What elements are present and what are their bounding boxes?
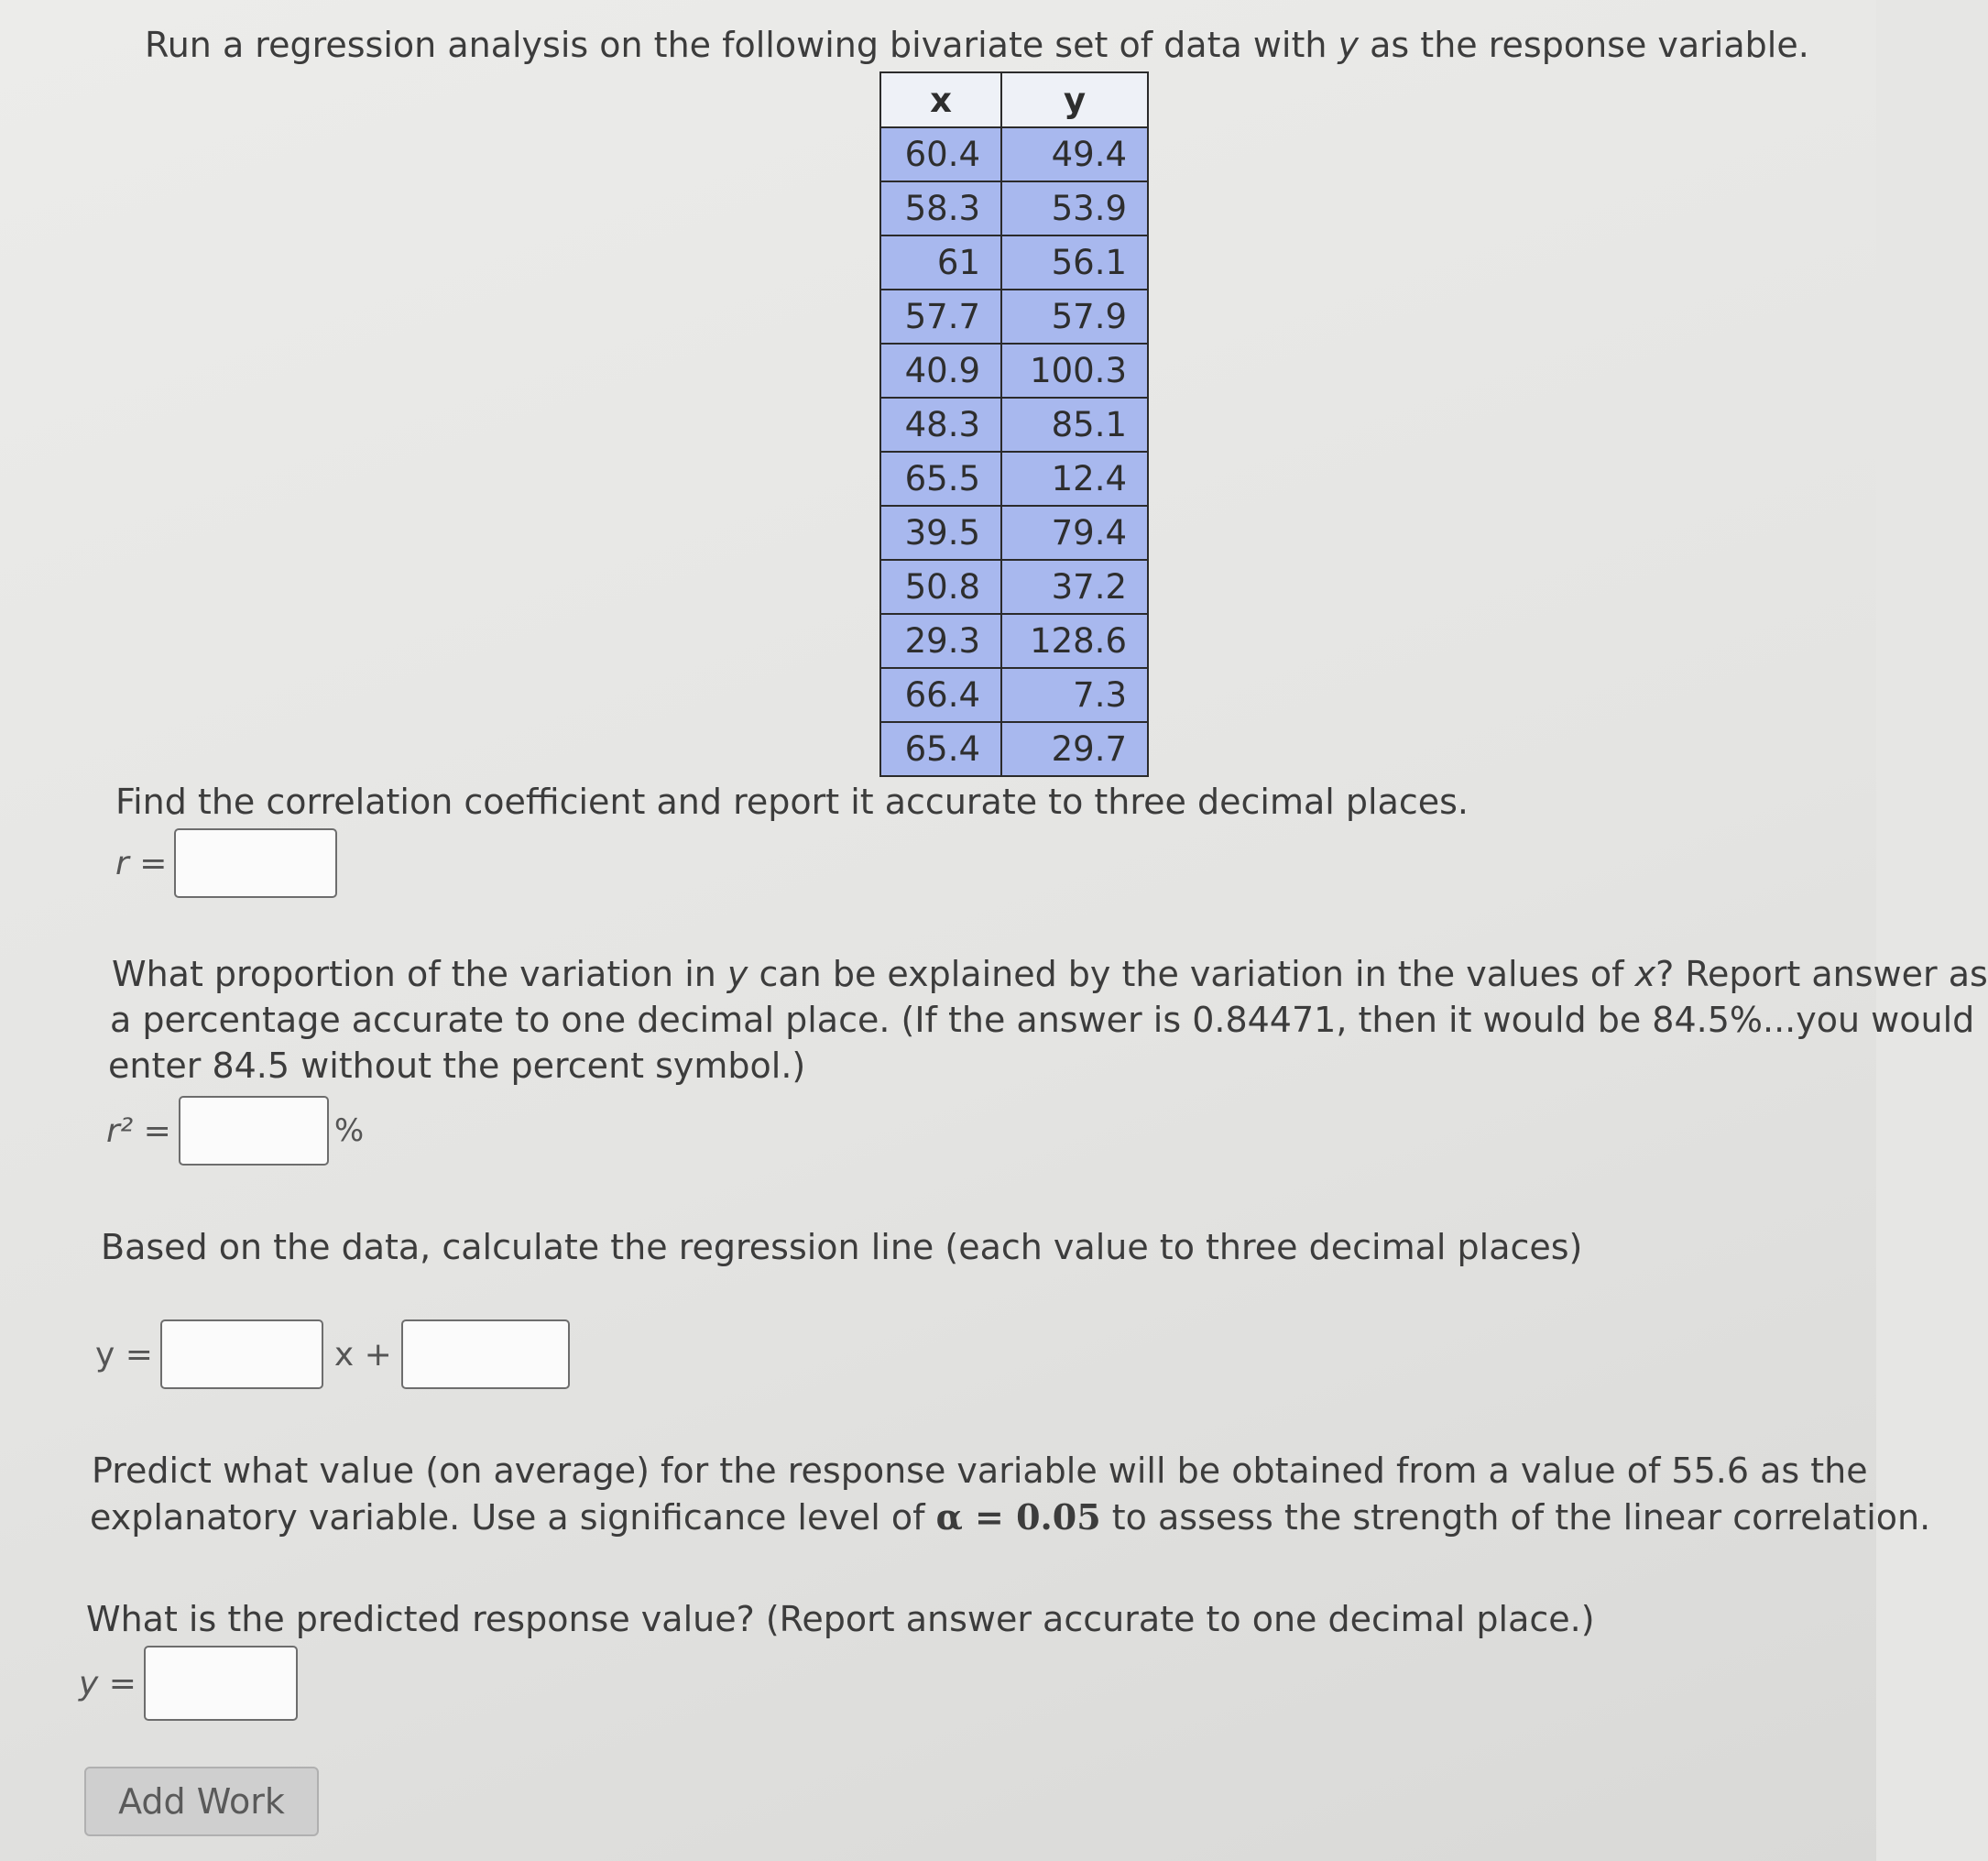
cell-y: 57.9: [1001, 290, 1148, 344]
cell-y: 79.4: [1001, 506, 1148, 560]
table-row: [880, 722, 1148, 776]
q2-var-y: y: [726, 954, 748, 994]
table-row: [880, 181, 1148, 235]
cell-x: 57.7: [880, 290, 1001, 344]
cell-y: 49.4: [1001, 127, 1148, 181]
q5-answer-line: [79, 1646, 298, 1721]
q4-line2: [90, 1495, 1930, 1539]
intercept-input[interactable]: [401, 1319, 570, 1389]
q4-line1: Predict what value (on average) for the response variable will be obtained from a value of 55.6 as the: [92, 1450, 1868, 1491]
cell-y: 7.3: [1001, 668, 1148, 722]
cell-x: 40.9: [880, 344, 1001, 398]
cell-y: 56.1: [1001, 235, 1148, 290]
intro-var: y: [1338, 25, 1360, 65]
table-row: [880, 235, 1148, 290]
r-label: r =: [115, 844, 168, 882]
r-input[interactable]: [174, 828, 337, 898]
cell-x: 61: [880, 235, 1001, 290]
data-table: [879, 71, 1149, 777]
table-row: [880, 452, 1148, 506]
cell-y: 53.9: [1001, 181, 1148, 235]
cell-x: 60.4: [880, 127, 1001, 181]
cell-x: 65.5: [880, 452, 1001, 506]
cell-x: 48.3: [880, 398, 1001, 452]
table-row: [880, 668, 1148, 722]
q1-answer-line: [115, 828, 337, 898]
q2-answer-line: [106, 1096, 364, 1166]
table-row: [880, 506, 1148, 560]
q2-var-x: x: [1634, 954, 1656, 994]
table-row: [880, 290, 1148, 344]
q2-line1: [112, 953, 1988, 996]
table-row: [880, 614, 1148, 668]
cell-x: 29.3: [880, 614, 1001, 668]
r-squared-input[interactable]: [179, 1096, 329, 1166]
cell-y: 100.3: [1001, 344, 1148, 398]
add-work-button[interactable]: Add Work: [84, 1767, 319, 1836]
predicted-y-input[interactable]: [144, 1646, 298, 1721]
slope-input[interactable]: [160, 1319, 323, 1389]
q2-line1-b: can be explained by the variation in the values of: [748, 954, 1635, 994]
q3-text: Based on the data, calculate the regression line (each value to three decimal places): [101, 1227, 1583, 1267]
q4-line2-b: to assess the strength of the linear correlation.: [1100, 1497, 1931, 1538]
q2-line1-a: What proportion of the variation in: [112, 954, 727, 994]
r-squared-label: r² =: [106, 1111, 171, 1150]
q2-line3: enter 84.5 without the percent symbol.): [108, 1045, 806, 1086]
cell-y: 12.4: [1001, 452, 1148, 506]
intro-text-after: as the response variable.: [1359, 25, 1809, 65]
table-row: [880, 560, 1148, 614]
cell-y: 29.7: [1001, 722, 1148, 776]
table-body: [880, 127, 1148, 776]
regression-y-label: y =: [95, 1335, 153, 1374]
table-header-row: [880, 72, 1148, 127]
column-header-y: y: [1001, 72, 1148, 127]
q2-line2: a percentage accurate to one decimal place. (If the answer is 0.84471, then it would be 84.5%...you would: [110, 1000, 1975, 1040]
alpha-value: α = 0.05: [935, 1496, 1101, 1538]
intro-text: [145, 24, 1809, 67]
cell-x: 65.4: [880, 722, 1001, 776]
table-row: [880, 398, 1148, 452]
table-row: [880, 344, 1148, 398]
q2-line1-c: ? Report answer as: [1655, 954, 1988, 994]
cell-y: 128.6: [1001, 614, 1148, 668]
cell-y: 85.1: [1001, 398, 1148, 452]
cell-x: 58.3: [880, 181, 1001, 235]
q5-text: What is the predicted response value? (Report answer accurate to one decimal place.): [86, 1599, 1595, 1639]
cell-x: 39.5: [880, 506, 1001, 560]
percent-unit: %: [333, 1112, 365, 1149]
q4-line2-a: explanatory variable. Use a significance level of: [90, 1497, 936, 1538]
q3-answer-line: [95, 1319, 570, 1389]
predicted-y-label: y =: [79, 1664, 137, 1702]
cell-x: 50.8: [880, 560, 1001, 614]
cell-y: 37.2: [1001, 560, 1148, 614]
q1-text: Find the correlation coefficient and report it accurate to three decimal places.: [115, 782, 1469, 822]
regression-x-plus-label: x +: [333, 1335, 392, 1374]
table-row: [880, 127, 1148, 181]
intro-text-before: Run a regression analysis on the following bivariate set of data with: [145, 25, 1338, 65]
column-header-x: x: [880, 72, 1001, 127]
cell-x: 66.4: [880, 668, 1001, 722]
